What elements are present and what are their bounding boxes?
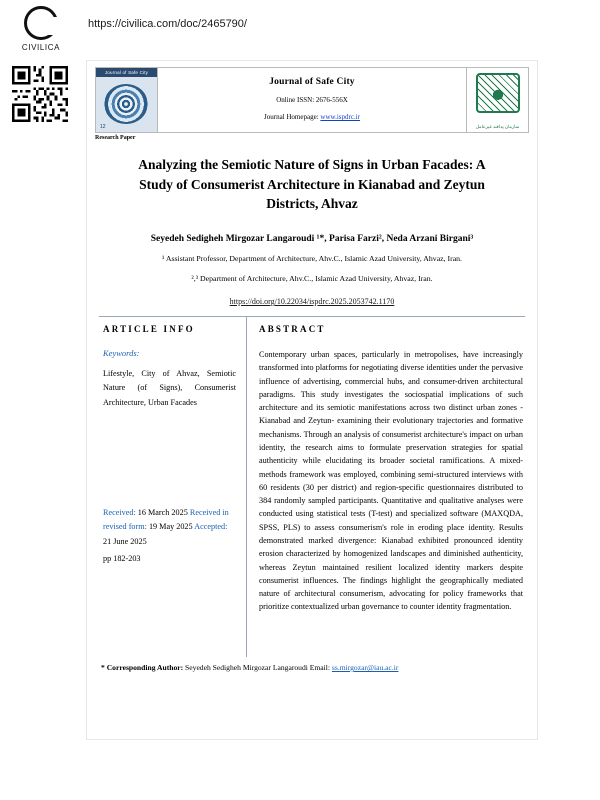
- journal-cover-thumbnail: [96, 68, 158, 132]
- publisher-emblem-caption: سازمان پدافند غیرعامل: [475, 124, 520, 129]
- journal-issn: Online ISSN: 2676-556X: [276, 96, 348, 104]
- paper-type-label: Research Paper: [95, 135, 136, 141]
- journal-masthead: [95, 67, 529, 133]
- document-url[interactable]: https://civilica.com/doc/2465790/: [88, 18, 247, 30]
- qr-code-icon: [12, 66, 68, 122]
- article-info-heading: ARTICLE INFO: [103, 324, 195, 335]
- abstract-heading: ABSTRACT: [259, 324, 326, 335]
- info-abstract-columns: [99, 317, 525, 657]
- journal-homepage-link[interactable]: www.ispdrc.ir: [320, 113, 360, 121]
- revised-label: Received in revised form:: [103, 508, 229, 532]
- footnote-email-link[interactable]: ss.mirgozar@iau.ac.ir: [331, 663, 399, 673]
- publisher-emblem-box: [466, 68, 528, 132]
- keywords-label: Keywords:: [103, 348, 140, 359]
- accepted-label: Accepted:: [194, 522, 228, 532]
- article-sheet: [86, 60, 538, 740]
- journal-cover-graphic: [104, 84, 148, 124]
- abstract-column: [247, 317, 525, 657]
- footnote-prefix: * Corresponding Author:: [101, 663, 184, 673]
- received-date: 16 March 2025: [137, 508, 188, 518]
- author-list: Seyedeh Sedigheh Mirgozar Langaroudi ¹*, Parisa Farzi², Neda Arzani Birgani³: [150, 233, 474, 244]
- publisher-emblem-icon: [476, 73, 520, 113]
- journal-homepage-row: [158, 113, 466, 121]
- footnote-author: Seyedeh Sedigheh Mirgozar Langaroudi: [185, 663, 308, 673]
- page-title: Analyzing the Semiotic Nature of Signs in Urban Facades: A Study of Consumerist Architecture in Kianabad and Zeytun Districts, Ahvaz: [138, 157, 486, 212]
- publication-dates: [103, 506, 236, 549]
- journal-name: Journal of Safe City: [269, 77, 355, 87]
- keywords-list: Lifestyle, City of Ahvaz, Semiotic Nature (of Signs), Consumerist Architecture, Urban Facades: [103, 369, 236, 407]
- abstract-text: Contemporary urban spaces, particularly in metropolises, have increasingly transformed into platforms for negotiating diverse identities under the pervasive influence of advertising, commercial hubs, and consumer-driven architectural paradigms. This study investigates the sociospatial implications of such architecture and its semiotic manifestations across two distinct urban zones - Kianabad and Zeytun- examining their evolutionary trajectories and formative mechanisms. Through an analysis of consumerist architecture's impact on urban identity, the research aims to formulate preservation strategies for spatial authenticity while elucidating its broader societal ramifications. A mixed-methods framework was employed, combining semi-structured interviews with 60 residents (30 per district) and region-specific questionnaires distributed to 384 randomly sampled participants. Quantitative and qualitative analyses were conducted using statistical tests (T-test) and specialized software (MAXQDA, SPSS, PLS) to assess consumerism's role in eroding place identity. Results demonstrated marked divergence: Kianabad exhibited pronounced identity erosion characterized by homogenized landscapes and diminished authenticity, whereas Zeytun maintained resilient localized identity markers despite consumerist influences. The findings highlight the geographically mediated nature of architectural consumerism, advocating for policy frameworks that prioritize contextualized urban governance to counter identity fragmentation.: [259, 350, 523, 612]
- journal-homepage-label: Journal Homepage:: [264, 113, 319, 121]
- journal-cover-title: Journal of Safe City: [96, 68, 157, 77]
- accepted-date: 21 June 2025: [103, 536, 147, 546]
- civilica-mark-icon: [24, 6, 58, 40]
- article-info-column: [99, 317, 247, 657]
- revised-date: 19 May 2025: [148, 522, 193, 532]
- page-range: pp 182-203: [103, 554, 141, 564]
- civilica-header-band: [0, 0, 600, 60]
- affiliation-1: ¹ Assistant Professor, Department of Architecture, Ahv.C., Islamic Azad University, Ahvaz, Iran.: [161, 253, 463, 263]
- footnote-email-label: Email:: [309, 663, 331, 673]
- doi-link[interactable]: https://doi.org/10.22034/ispdrc.2025.2053742.1170: [229, 297, 395, 307]
- journal-info: [158, 68, 466, 132]
- affiliation-2: ²,³ Department of Architecture, Ahv.C., Islamic Azad University, Ahvaz, Iran.: [191, 274, 433, 284]
- doi-row: [87, 297, 537, 306]
- corresponding-author-footnote: [101, 663, 523, 672]
- received-label: Received:: [103, 508, 136, 518]
- journal-volume-number: 12: [100, 124, 106, 130]
- civilica-brand-text: CIVILICA: [21, 43, 61, 52]
- civilica-logo: [12, 6, 70, 54]
